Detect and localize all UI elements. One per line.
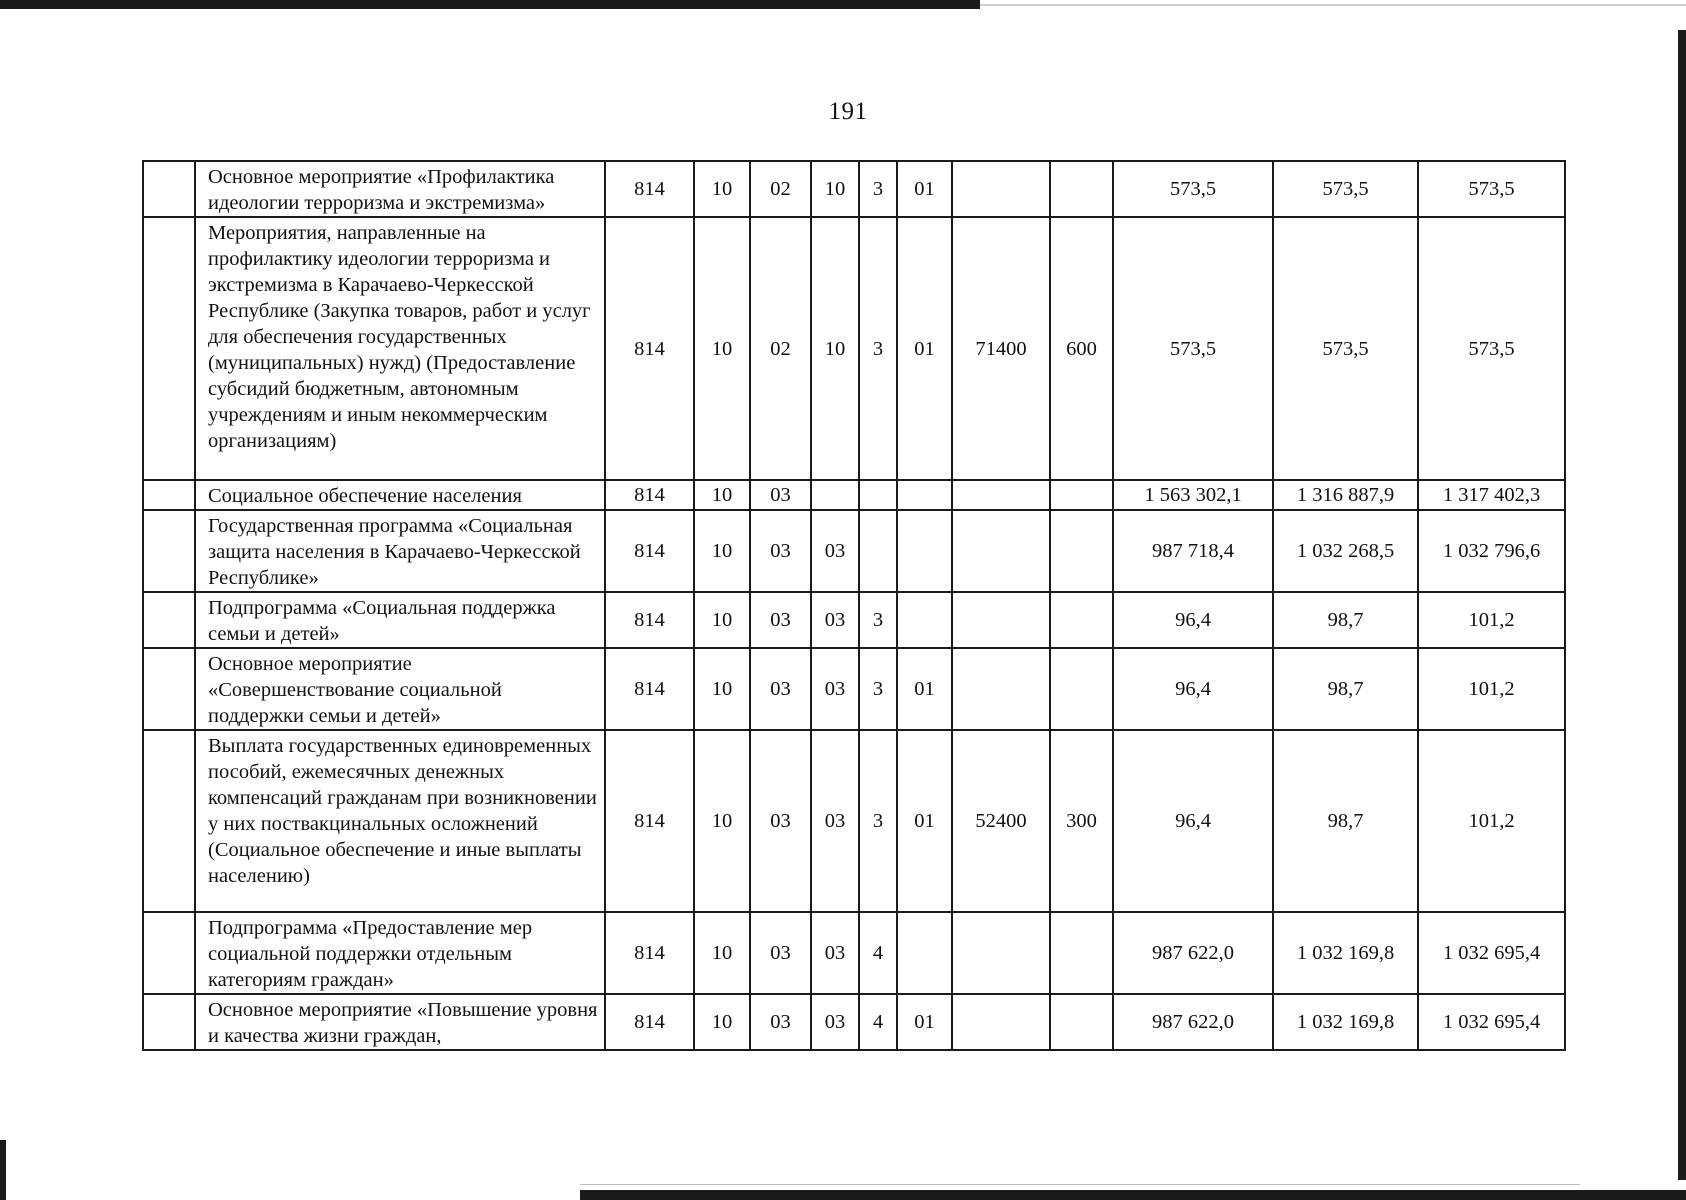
cell-amount-1: 987 622,0 [1113,912,1273,994]
cell-ministry: 814 [605,217,694,480]
cell-amount-1: 987 718,4 [1113,510,1273,592]
row-name: Мероприятия, направленные на профилактику идеологии терроризма и экстремизма в Карачаево-Черкесской Республике (Закупка товаров, работ и услуг для обеспечения государственных (муниципальных) нужд) (Предоставление субсидий бюджетным, автономным учреждениям и иным некоммерческим организациям) [195,217,605,480]
cell-event [897,480,952,510]
table-row [143,730,1565,912]
cell-subprogram: 3 [859,648,897,730]
table-row [143,480,1565,510]
cell-program: 10 [811,217,859,480]
cell-amount-3: 573,5 [1418,217,1565,480]
row-name: Основное мероприятие «Совершенствование социальной поддержки семьи и детей» [195,648,605,730]
cell-event: 01 [897,648,952,730]
scan-edge-top [0,0,980,9]
cell-ministry: 814 [605,510,694,592]
cell-amount-3: 101,2 [1418,648,1565,730]
cell-amount-3: 101,2 [1418,730,1565,912]
cell-amount-2: 573,5 [1273,161,1418,217]
cell-direction: 71400 [952,217,1050,480]
cell-expense-type [1050,592,1113,648]
cell-event: 01 [897,217,952,480]
cell-subsection: 03 [750,994,811,1050]
cell-subsection: 03 [750,648,811,730]
row-number-cell [143,994,195,1050]
cell-program: 03 [811,510,859,592]
cell-event: 01 [897,730,952,912]
cell-event [897,510,952,592]
row-name: Основное мероприятие «Профилактика идеологии терроризма и экстремизма» [195,161,605,217]
cell-direction [952,994,1050,1050]
row-number-cell [143,161,195,217]
cell-section: 10 [694,994,750,1050]
cell-subprogram: 3 [859,217,897,480]
cell-event [897,912,952,994]
scan-edge-bottom [580,1190,1686,1200]
cell-amount-2: 1 032 169,8 [1273,912,1418,994]
row-number-cell [143,648,195,730]
table-row [143,217,1565,480]
table-row [143,912,1565,994]
cell-expense-type [1050,161,1113,217]
cell-amount-3: 1 032 695,4 [1418,912,1565,994]
cell-subprogram [859,510,897,592]
cell-program [811,480,859,510]
cell-amount-1: 96,4 [1113,592,1273,648]
cell-amount-2: 98,7 [1273,730,1418,912]
cell-amount-2: 1 316 887,9 [1273,480,1418,510]
cell-expense-type: 600 [1050,217,1113,480]
cell-expense-type [1050,510,1113,592]
cell-ministry: 814 [605,648,694,730]
scan-edge-right [1678,30,1686,1180]
cell-section: 10 [694,912,750,994]
cell-expense-type [1050,994,1113,1050]
cell-amount-3: 1 032 695,4 [1418,994,1565,1050]
row-name: Подпрограмма «Предоставление мер социальной поддержки отдельным категориям граждан» [195,912,605,994]
cell-subsection: 03 [750,592,811,648]
cell-program: 03 [811,592,859,648]
cell-expense-type [1050,648,1113,730]
cell-amount-2: 98,7 [1273,592,1418,648]
cell-amount-2: 1 032 169,8 [1273,994,1418,1050]
row-name: Государственная программа «Социальная защита населения в Карачаево-Черкесской Республике» [195,510,605,592]
cell-event: 01 [897,994,952,1050]
page-number: 191 [828,98,868,125]
cell-ministry: 814 [605,480,694,510]
scan-edge-left [0,1140,6,1200]
cell-subsection: 03 [750,480,811,510]
cell-subprogram: 4 [859,912,897,994]
table-row [143,510,1565,592]
cell-direction [952,592,1050,648]
cell-program: 03 [811,730,859,912]
cell-amount-1: 987 622,0 [1113,994,1273,1050]
table-row [143,648,1565,730]
table-row [143,161,1565,217]
cell-subsection: 02 [750,217,811,480]
cell-subsection: 02 [750,161,811,217]
scan-edge-bottom-thin [580,1184,1580,1185]
cell-section: 10 [694,730,750,912]
row-number-cell [143,510,195,592]
row-number-cell [143,912,195,994]
cell-subprogram: 3 [859,730,897,912]
cell-direction [952,480,1050,510]
cell-amount-1: 96,4 [1113,730,1273,912]
row-number-cell [143,480,195,510]
cell-amount-2: 1 032 268,5 [1273,510,1418,592]
cell-subprogram: 4 [859,994,897,1050]
cell-ministry: 814 [605,730,694,912]
cell-direction: 52400 [952,730,1050,912]
row-number-cell [143,592,195,648]
budget-table-body [143,161,1565,1050]
cell-amount-1: 1 563 302,1 [1113,480,1273,510]
cell-section: 10 [694,648,750,730]
cell-ministry: 814 [605,994,694,1050]
cell-program: 03 [811,648,859,730]
cell-section: 10 [694,592,750,648]
cell-direction [952,161,1050,217]
cell-amount-3: 1 032 796,6 [1418,510,1565,592]
cell-subprogram: 3 [859,161,897,217]
cell-amount-2: 573,5 [1273,217,1418,480]
cell-expense-type [1050,912,1113,994]
budget-table [142,160,1566,1051]
cell-subsection: 03 [750,510,811,592]
cell-subsection: 03 [750,730,811,912]
cell-subprogram: 3 [859,592,897,648]
cell-ministry: 814 [605,161,694,217]
cell-program: 03 [811,912,859,994]
cell-amount-2: 98,7 [1273,648,1418,730]
row-number-cell [143,217,195,480]
cell-amount-1: 573,5 [1113,217,1273,480]
row-name: Социальное обеспечение населения [195,480,605,510]
cell-section: 10 [694,217,750,480]
cell-direction [952,648,1050,730]
cell-amount-1: 573,5 [1113,161,1273,217]
cell-ministry: 814 [605,912,694,994]
cell-direction [952,912,1050,994]
cell-expense-type: 300 [1050,730,1113,912]
cell-ministry: 814 [605,592,694,648]
row-number-cell [143,730,195,912]
row-name: Основное мероприятие «Повышение уровня и качества жизни граждан, [195,994,605,1050]
table-row [143,994,1565,1050]
cell-amount-1: 96,4 [1113,648,1273,730]
row-name: Подпрограмма «Социальная поддержка семьи и детей» [195,592,605,648]
cell-subprogram [859,480,897,510]
cell-event: 01 [897,161,952,217]
cell-section: 10 [694,480,750,510]
cell-section: 10 [694,161,750,217]
cell-amount-3: 101,2 [1418,592,1565,648]
row-name: Выплата государственных единовременных пособий, ежемесячных денежных компенсаций гражданам при возникновении у них поствакцинальных осложнений (Социальное обеспечение и иные выплаты населению) [195,730,605,912]
cell-program: 10 [811,161,859,217]
cell-direction [952,510,1050,592]
cell-event [897,592,952,648]
table-row [143,592,1565,648]
cell-expense-type [1050,480,1113,510]
cell-program: 03 [811,994,859,1050]
cell-amount-3: 573,5 [1418,161,1565,217]
cell-section: 10 [694,510,750,592]
scan-edge-top-thin [980,4,1686,6]
cell-amount-3: 1 317 402,3 [1418,480,1565,510]
cell-subsection: 03 [750,912,811,994]
